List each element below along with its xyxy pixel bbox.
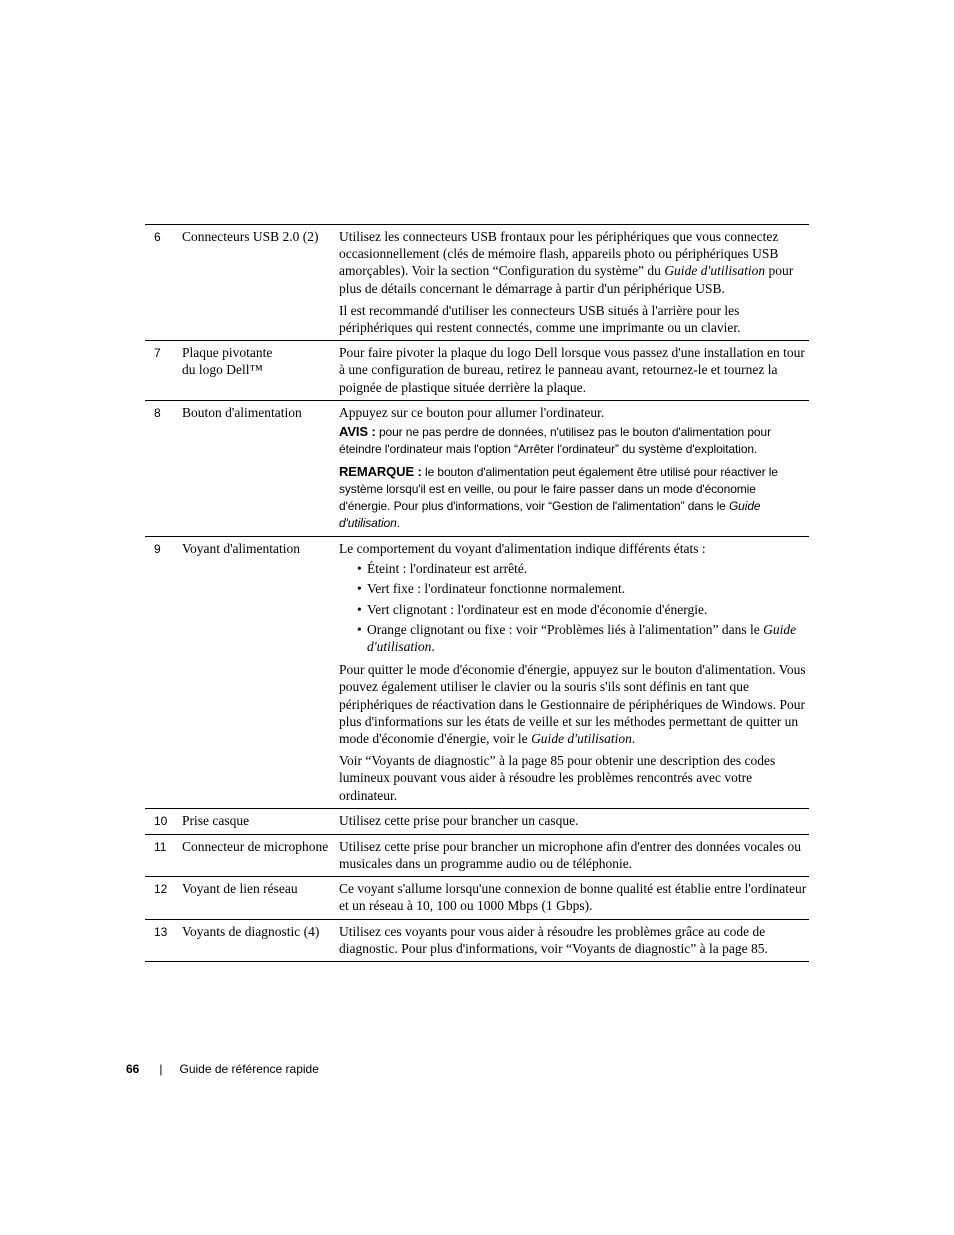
- item-description: [339, 838, 809, 872]
- item-number: 7: [154, 346, 161, 361]
- avis-notice: AVIS : pour ne pas perdre de données, n'utilisez pas le bouton d'alimentation pour éteindre l'ordinateur mais l'option “Arrêter l'ordinateur” du système d'exploitation.: [339, 424, 771, 457]
- document-title: Guide de référence rapide: [179, 1062, 319, 1076]
- description-paragraph: Le comportement du voyant d'alimentation indique différents états :: [339, 541, 706, 557]
- item-name: Connecteurs USB 2.0 (2): [182, 229, 319, 244]
- item-description: [339, 404, 809, 532]
- footer-separator: |: [159, 1062, 163, 1076]
- description-paragraph: Utilisez cette prise pour brancher un casque.: [339, 812, 579, 828]
- table-row: [145, 536, 809, 808]
- components-table: [145, 224, 809, 962]
- item-name: Plaque pivotante du logo Dell™: [182, 345, 273, 378]
- item-number: 6: [154, 230, 161, 244]
- item-number: 11: [154, 839, 167, 854]
- state-list: [339, 560, 809, 655]
- item-name: Connecteur de microphone: [182, 838, 329, 854]
- list-item: • Vert fixe : l'ordinateur fonctionne normalement.: [357, 581, 626, 597]
- item-number: 8: [154, 405, 161, 420]
- table-row: [145, 876, 809, 918]
- description-paragraph: Pour quitter le mode d'économie d'énergie, appuyez sur le bouton d'alimentation. Vous pouvez également utiliser le clavier ou la souris s'ils sont définis en tant que périphériques de réactivation dans le Gestionnaire de périphériques de Windows. Pour plus d'informations sur les états de veille et sur les méthodes permettant de quitter un mode d'économie d'énergie, voir le Guide d'utilisation.: [339, 662, 806, 747]
- table-row: [145, 919, 809, 961]
- description-paragraph: Appuyez sur ce bouton pour allumer l'ordinateur.: [339, 404, 605, 420]
- description-paragraph: Il est recommandé d'utiliser les connecteurs USB situés à l'arrière pour les périphériques qui restent connectés, comme une imprimante ou un clavier.: [339, 302, 741, 336]
- page-footer: [126, 1062, 319, 1076]
- item-description: [339, 228, 809, 336]
- item-number: 10: [154, 813, 168, 828]
- item-name: Bouton d'alimentation: [182, 404, 302, 420]
- table-row: [145, 808, 809, 834]
- description-paragraph: Pour faire pivoter la plaque du logo Dell lorsque vous passez d'une installation en tour à une configuration de bureau, retirez le panneau avant, retournez-le et tournez la poignée de plastique située derrière la plaque.: [339, 345, 805, 395]
- description-paragraph: Utilisez ces voyants pour vous aider à résoudre les problèmes grâce au code de diagnostic. Pour plus d'informations, voir “Voyants de diagnostic” à la page 85.: [339, 923, 768, 956]
- table-row: [145, 225, 809, 340]
- table-row: [145, 400, 809, 536]
- item-number: 9: [154, 542, 161, 557]
- description-paragraph: Utilisez les connecteurs USB frontaux pour les périphériques que vous connectez occasionnellement (clés de mémoire flash, appareils photo ou périphériques USB amorçables). Voir la section “Configuration du système” du Guide d'utilisation pour plus de détails concernant le démarrage à partir d'un périphérique USB.: [339, 229, 794, 296]
- item-description: [339, 812, 809, 830]
- page-number: 66: [126, 1062, 140, 1076]
- item-name: Voyants de diagnostic (4): [182, 923, 320, 939]
- item-name: Prise casque: [182, 812, 250, 828]
- item-number: 12: [154, 882, 168, 897]
- description-paragraph: Utilisez cette prise pour brancher un microphone afin d'entrer des données vocales ou musicales dans un programme audio ou de téléphonie.: [339, 838, 802, 872]
- list-item: • Éteint : l'ordinateur est arrêté.: [357, 561, 528, 577]
- remarque-note: REMARQUE : le bouton d'alimentation peut également être utilisé pour réactiver le système lorsqu'il est en veille, ou pour le faire passer dans un mode d'économie d'énergie. Pour plus d'informations, voir “Gestion de l'alimentation” dans le Guide d'utilisation.: [339, 464, 778, 531]
- item-description: [339, 344, 809, 396]
- description-paragraph: Voir “Voyants de diagnostic” à la page 85 pour obtenir une description des codes lumineux pouvant vous aider à résoudre les problèmes rencontrés avec votre ordinateur.: [339, 753, 776, 803]
- item-number: 13: [154, 924, 168, 939]
- table-row: [145, 834, 809, 876]
- item-description: [339, 880, 809, 914]
- item-description: [339, 923, 809, 957]
- item-description: [339, 540, 809, 804]
- list-item: • Orange clignotant ou fixe : voir “Problèmes liés à l'alimentation” dans le Guide d'utilisation.: [357, 621, 797, 655]
- item-name: Voyant de lien réseau: [182, 881, 298, 897]
- item-name: Voyant d'alimentation: [182, 541, 301, 557]
- list-item: • Vert clignotant : l'ordinateur est en mode d'économie d'énergie.: [357, 601, 708, 617]
- table-row: [145, 340, 809, 400]
- description-paragraph: Ce voyant s'allume lorsqu'une connexion de bonne qualité est établie entre l'ordinateur et un réseau à 10, 100 ou 1000 Mbps (1 Gbps).: [339, 881, 807, 914]
